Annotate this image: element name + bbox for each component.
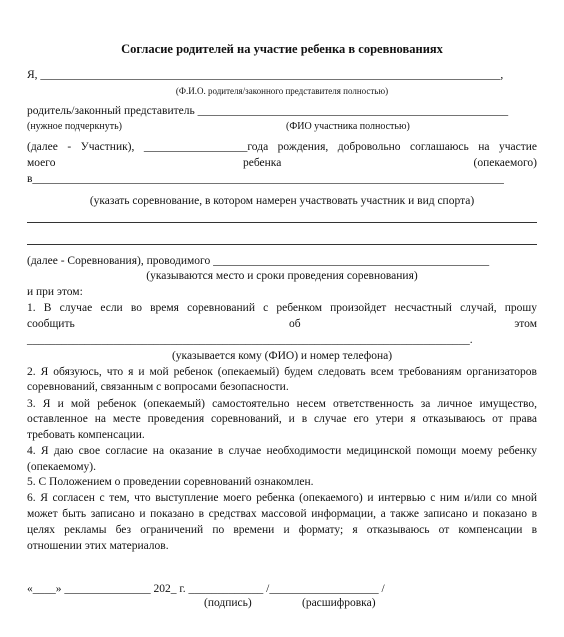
clause-3-line-3: требовать компенсации. xyxy=(27,429,145,441)
consent-word-2: ребенка xyxy=(243,157,282,169)
parent-name-caption: (Ф.И.О. родителя/законного представителя полностью) xyxy=(175,86,389,96)
participant-name-caption: (ФИО участника полностью) xyxy=(286,121,410,132)
signature-caption: (подпись) xyxy=(204,597,252,609)
underline-caption: (нужное подчеркнуть) xyxy=(27,121,122,132)
clause-5-line: 5. С Положением о проведении соревнований ознакомлен. xyxy=(27,476,314,488)
clause-4-line-2: (опекаемому). xyxy=(27,461,96,473)
clause-1-word-2: об xyxy=(289,318,301,330)
consent-word-1: моего xyxy=(27,157,56,169)
clause-1-line-3: _____________________________________________________________________________. xyxy=(27,334,473,346)
representative-line: родитель/законный представитель ______________________________________________________ xyxy=(27,105,509,117)
decryption-caption: (расшифровка) xyxy=(302,597,376,609)
clause-4-line-1: 4. Я даю свое согласие на оказание в случае необходимости медицинской помощи моему ребенку xyxy=(27,445,537,457)
clause-2-line-2: соревнований, связанным с вопросами безопасности. xyxy=(27,381,289,393)
clause-6-line-1: 6. Я согласен с тем, что выступление моего ребенка (опекаемого) и интервью с ним и/или со мной xyxy=(27,492,537,504)
organizer-line: (далее - Соревнования), проводимого ________________________________________________ xyxy=(27,255,490,267)
clause-1-word-1: сообщить xyxy=(27,318,75,330)
consent-word-3: (опекаемого) xyxy=(473,157,537,169)
organizer-caption: (указываются место и сроки проведения соревнования) xyxy=(146,270,418,282)
competition-line: в__________________________________________________________________________________ xyxy=(27,173,504,185)
clause-6-line-3: целях рекламы без ограничений по времени и формату; я отказываюсь от компенсации в xyxy=(27,524,537,536)
parent-name-line: Я, ________________________________________________________________________________, xyxy=(27,69,504,81)
clause-3-line-1: 3. Я и мой ребенок (опекаемый) самостоятельно несем ответственность за личное имущество, xyxy=(27,398,537,410)
clause-6-line-2: может быть записано и показано в средствах массовой информации, а также записано и показано в xyxy=(27,508,537,520)
clause-1-line-1: 1. В случае если во время соревнований с ребенком произойдет несчастный случай, прошу xyxy=(27,302,537,314)
clause-3-line-2: оставленное на месте проведения соревнований, и в случае его утери я отказываюсь от права xyxy=(27,413,537,425)
clause-1-line-2 xyxy=(27,317,537,331)
participant-birth-line: (далее - Участник), __________________года рождения, добровольно соглашаюсь на участие xyxy=(27,141,537,153)
clause-1-caption: (указывается кому (ФИО) и номер телефона) xyxy=(171,350,393,362)
blank-line-1 xyxy=(27,222,537,223)
and-also-label: и при этом: xyxy=(27,286,83,298)
clause-6-line-4: отношении этих материалов. xyxy=(27,540,169,552)
clause-2-line-1: 2. Я обязуюсь, что я и мой ребенок (опекаемый) будем следовать всем требованиям организаторов xyxy=(27,366,537,378)
document-title: Согласие родителей на участие ребенка в соревнованиях xyxy=(121,42,443,56)
competition-caption: (указать соревнование, в котором намерен участвовать участник и вид спорта) xyxy=(89,195,475,207)
clause-1-word-3: этом xyxy=(514,318,537,330)
consent-line xyxy=(27,156,537,170)
signature-line: «____» _______________ 202_ г. _____________ /___________________ / xyxy=(27,583,385,595)
blank-line-2 xyxy=(27,244,537,245)
